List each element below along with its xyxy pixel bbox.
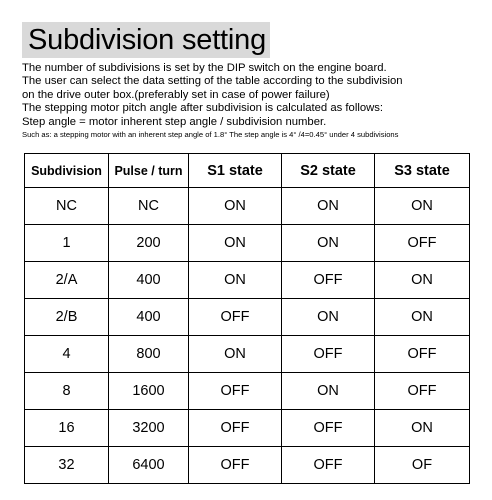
cell-s2: OFF <box>282 410 375 447</box>
cell-s2: ON <box>282 188 375 225</box>
cell-pulse: 400 <box>109 262 189 299</box>
cell-pulse: 6400 <box>109 447 189 484</box>
cell-subdivision: 32 <box>25 447 109 484</box>
cell-s1: OFF <box>189 299 282 336</box>
description-line: The number of subdivisions is set by the DIP switch on the engine board. <box>22 62 387 74</box>
table-row <box>25 188 470 225</box>
table-row <box>25 299 470 336</box>
cell-s3: ON <box>375 188 470 225</box>
table-row <box>25 336 470 373</box>
table-header-row <box>25 154 470 188</box>
cell-s2: ON <box>282 299 375 336</box>
cell-pulse: 200 <box>109 225 189 262</box>
cell-s2: OFF <box>282 447 375 484</box>
cell-subdivision: 8 <box>25 373 109 410</box>
cell-s3: OF <box>375 447 470 484</box>
header-s2-state: S2 state <box>282 154 375 188</box>
header-s1-state: S1 state <box>189 154 282 188</box>
header-s3-state: S3 state <box>375 154 470 188</box>
description-line: The user can select the data setting of the table according to the subdivision <box>22 75 403 88</box>
table-row <box>25 262 470 299</box>
cell-s1: OFF <box>189 373 282 410</box>
cell-s1: ON <box>189 262 282 299</box>
cell-s1: OFF <box>189 447 282 484</box>
cell-s3: ON <box>375 410 470 447</box>
title-banner <box>22 22 270 58</box>
cell-s2: ON <box>282 373 375 410</box>
cell-s2: OFF <box>282 262 375 299</box>
cell-pulse: 400 <box>109 299 189 336</box>
cell-s1: OFF <box>189 410 282 447</box>
cell-s2: ON <box>282 225 375 262</box>
description-line: The stepping motor pitch angle after subdivision is calculated as follows: <box>22 102 384 115</box>
cell-pulse: 800 <box>109 336 189 373</box>
description-example: Such as: a stepping motor with an inherent step angle of 1.8° The step angle is 4° /4=0.45° under 4 subdivisions <box>22 130 399 140</box>
description-line: on the drive outer box.(preferably set in case of power failure) <box>22 88 330 101</box>
cell-s1: ON <box>189 225 282 262</box>
cell-pulse: 3200 <box>109 410 189 447</box>
description-block <box>22 62 482 140</box>
header-pulse-turn: Pulse / turn <box>109 154 189 188</box>
cell-s3: OFF <box>375 225 470 262</box>
cell-s3: ON <box>375 299 470 336</box>
cell-subdivision: 2/B <box>25 299 109 336</box>
cell-s3: OFF <box>375 336 470 373</box>
table-row <box>25 447 470 484</box>
cell-subdivision: 4 <box>25 336 109 373</box>
cell-subdivision: 1 <box>25 225 109 262</box>
table-row <box>25 410 470 447</box>
cell-s2: OFF <box>282 336 375 373</box>
table-row <box>25 225 470 262</box>
cell-subdivision: 16 <box>25 410 109 447</box>
cell-subdivision: NC <box>25 188 109 225</box>
header-subdivision: Subdivision <box>25 154 109 188</box>
cell-pulse: 1600 <box>109 373 189 410</box>
subdivision-table <box>24 153 470 484</box>
cell-s3: ON <box>375 262 470 299</box>
cell-s3: OFF <box>375 373 470 410</box>
description-line: Step angle = motor inherent step angle / subdivision number. <box>22 115 327 128</box>
cell-pulse: NC <box>109 188 189 225</box>
cell-subdivision: 2/A <box>25 262 109 299</box>
table-row <box>25 373 470 410</box>
page-title: Subdivision setting <box>28 23 267 56</box>
cell-s1: ON <box>189 336 282 373</box>
cell-s1: ON <box>189 188 282 225</box>
